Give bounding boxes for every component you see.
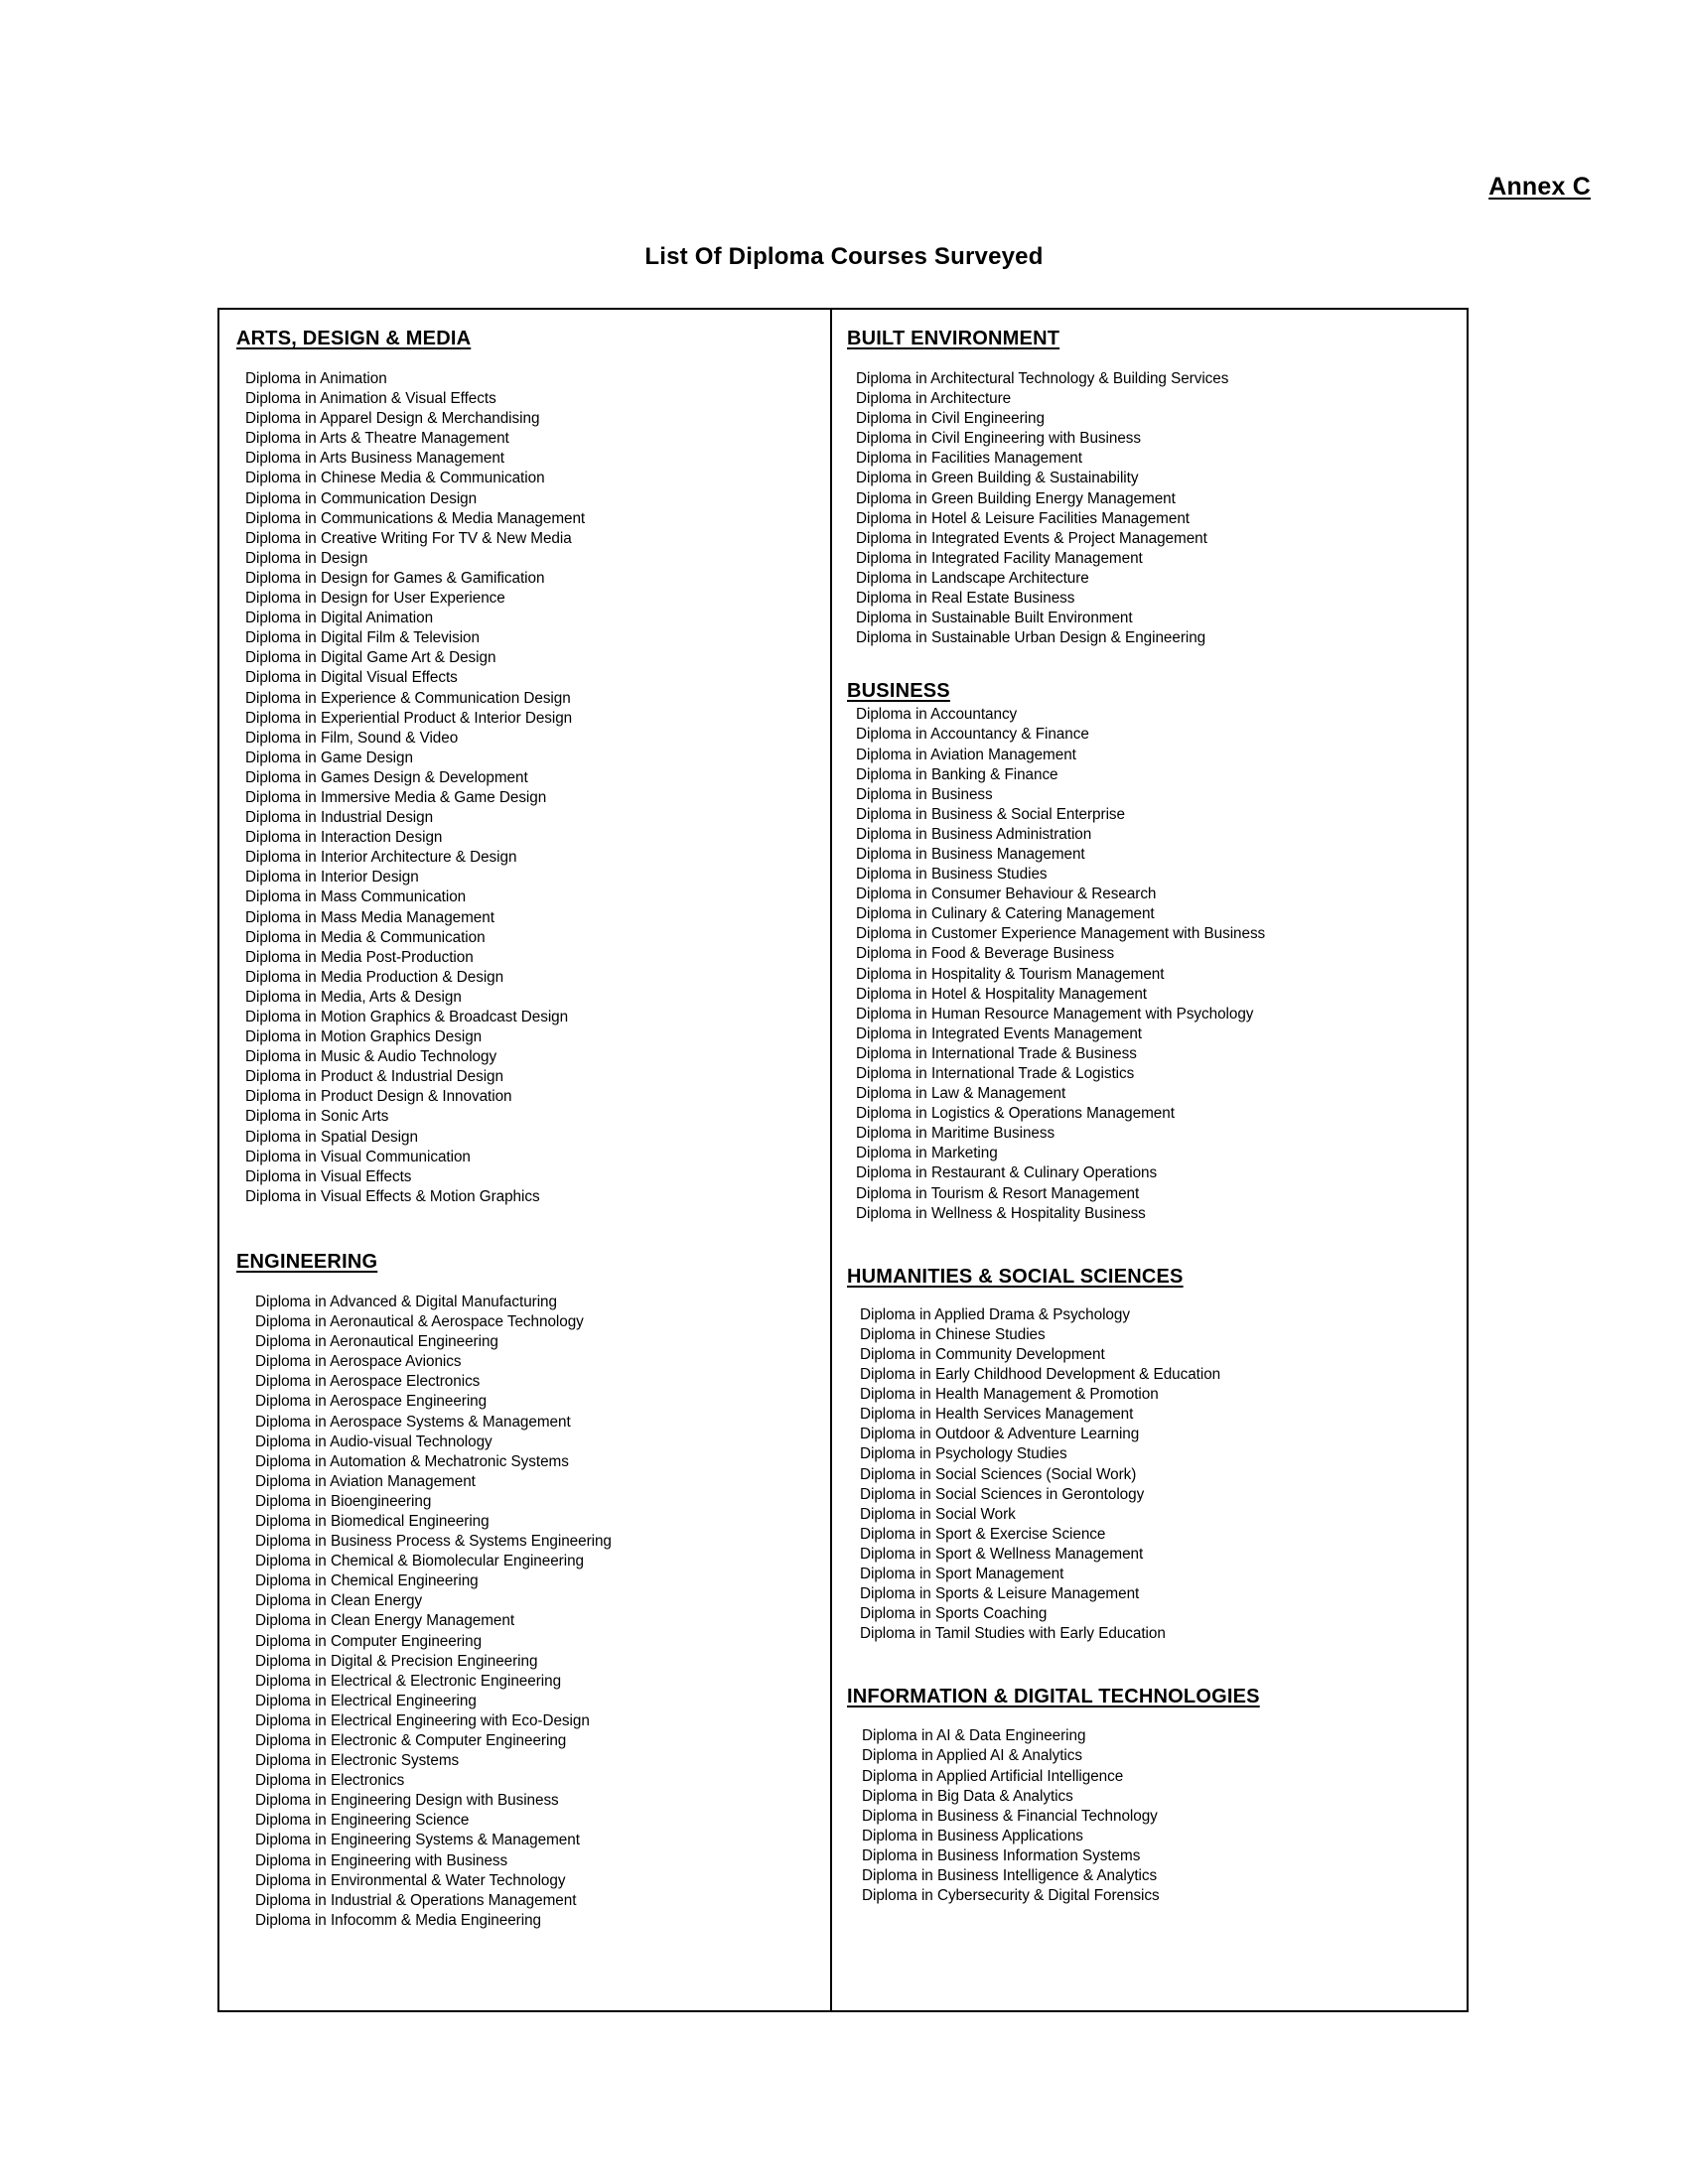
section-engineering (219, 1251, 830, 1931)
course-list-item: Diploma in Electronics (255, 1772, 405, 1790)
course-list-item: Diploma in Maritime Business (856, 1125, 1055, 1143)
course-list-built-environment (832, 369, 1467, 648)
course-list-item: Diploma in Industrial & Operations Management (255, 1891, 577, 1909)
course-list-item: Diploma in Business Information Systems (862, 1846, 1141, 1864)
course-list-business (832, 705, 1467, 1223)
table-column-left (219, 310, 832, 2010)
course-list-item: Diploma in Media & Communication (245, 928, 486, 946)
course-list-item: Diploma in Interaction Design (245, 829, 443, 847)
course-list-item: Diploma in Psychology Studies (860, 1445, 1067, 1463)
course-list-item: Diploma in Interior Design (245, 869, 419, 887)
section-heading-arts-design-media: ARTS, DESIGN & MEDIA (236, 328, 472, 349)
course-list-item: Diploma in Chinese Media & Communication (245, 470, 545, 487)
course-list-item: Diploma in Hotel & Leisure Facilities Management (856, 509, 1190, 527)
course-list-item: Diploma in Business Administration (856, 825, 1092, 843)
course-list-item: Diploma in Social Work (860, 1505, 1016, 1523)
course-list-item: Diploma in Electrical & Electronic Engineering (255, 1672, 562, 1690)
course-list-item: Diploma in Communication Design (245, 489, 478, 507)
course-list-item: Diploma in Clean Energy (255, 1592, 423, 1610)
course-list-item: Diploma in Creative Writing For TV & New Media (245, 529, 572, 547)
course-list-item: Diploma in Games Design & Development (245, 768, 528, 786)
course-list-item: Diploma in Media Production & Design (245, 968, 504, 986)
course-list-item: Diploma in Accountancy & Finance (856, 726, 1089, 744)
course-list-item: Diploma in Sports Coaching (860, 1605, 1048, 1623)
course-list-item: Diploma in Logistics & Operations Management (856, 1105, 1175, 1123)
course-list-item: Diploma in Apparel Design & Merchandising (245, 410, 540, 428)
course-list-item: Diploma in Visual Effects (245, 1167, 412, 1185)
course-list-item: Diploma in Business & Social Enterprise (856, 805, 1125, 823)
course-list-item: Diploma in Motion Graphics Design (245, 1028, 483, 1046)
course-list-item: Diploma in Chinese Studies (860, 1325, 1046, 1343)
course-list-item: Diploma in Electronic & Computer Engineering (255, 1732, 567, 1749)
course-list-item: Diploma in Culinary & Catering Management (856, 905, 1155, 923)
course-list-item: Diploma in Product Design & Innovation (245, 1088, 512, 1106)
course-list-item: Diploma in Tourism & Resort Management (856, 1184, 1140, 1202)
course-list-item: Diploma in Aviation Management (255, 1472, 476, 1490)
course-list-item: Diploma in Film, Sound & Video (245, 729, 459, 747)
course-list-item: Diploma in Civil Engineering (856, 410, 1045, 428)
course-list-item: Diploma in Visual Communication (245, 1148, 471, 1165)
course-list-item: Diploma in Business Studies (856, 866, 1048, 884)
course-list-item: Diploma in Media Post-Production (245, 948, 474, 966)
course-list-item: Diploma in Engineering Systems & Management (255, 1832, 580, 1849)
course-list-item: Diploma in Health Management & Promotion (860, 1386, 1159, 1404)
course-list-item: Diploma in Electrical Engineering with Eco-Design (255, 1711, 590, 1729)
section-humanities-social-sciences (832, 1266, 1467, 1645)
course-list-item: Diploma in Civil Engineering with Business (856, 430, 1141, 448)
course-list-item: Diploma in Design for User Experience (245, 590, 505, 608)
course-list-item: Diploma in Electronic Systems (255, 1752, 460, 1770)
course-list-item: Diploma in Food & Beverage Business (856, 945, 1115, 963)
course-list-item: Diploma in Early Childhood Development & Education (860, 1366, 1221, 1384)
course-list-item: Diploma in Biomedical Engineering (255, 1512, 490, 1530)
course-list-item: Diploma in Green Building Energy Management (856, 489, 1176, 507)
course-list-item: Diploma in Banking & Finance (856, 765, 1058, 783)
course-list-item: Diploma in Arts Business Management (245, 450, 504, 468)
course-list-item: Diploma in Hospitality & Tourism Management (856, 965, 1165, 983)
course-list-item: Diploma in Experience & Communication Design (245, 689, 571, 707)
course-list-item: Diploma in Sport & Exercise Science (860, 1525, 1106, 1543)
course-list-item: Diploma in Business Applications (862, 1827, 1083, 1844)
course-list-item: Diploma in Aerospace Engineering (255, 1393, 488, 1411)
course-list-item: Diploma in Applied Drama & Psychology (860, 1305, 1130, 1323)
course-list-item: Diploma in Industrial Design (245, 809, 434, 827)
course-list-item: Diploma in Aerospace Electronics (255, 1373, 481, 1391)
course-list-engineering (219, 1293, 830, 1931)
section-information-digital-technologies (832, 1686, 1467, 1906)
course-list-item: Diploma in Marketing (856, 1145, 998, 1162)
course-list-item: Diploma in Interior Architecture & Design (245, 849, 517, 867)
course-list-item: Diploma in Computer Engineering (255, 1632, 483, 1650)
section-heading-humanities-social-sciences: HUMANITIES & SOCIAL SCIENCES (847, 1265, 1184, 1288)
course-list-item: Diploma in Digital & Precision Engineering (255, 1652, 538, 1670)
course-list-item: Diploma in Sustainable Built Environment (856, 610, 1133, 627)
course-list-item: Diploma in Social Sciences (Social Work) (860, 1465, 1137, 1483)
section-heading-business: BUSINESS (847, 680, 950, 703)
course-list-item: Diploma in Sustainable Urban Design & Engineering (856, 629, 1206, 647)
course-list-item: Diploma in Digital Visual Effects (245, 669, 458, 687)
course-list-arts-design-media (219, 369, 830, 1207)
course-list-item: Diploma in Accountancy (856, 706, 1018, 724)
course-list-item: Diploma in Animation (245, 370, 387, 387)
course-list-item: Diploma in Aviation Management (856, 746, 1076, 763)
section-heading-built-environment: BUILT ENVIRONMENT (847, 328, 1060, 349)
course-list-item: Diploma in Human Resource Management with Psychology (856, 1005, 1254, 1023)
course-list-item: Diploma in Design (245, 549, 368, 567)
course-list-item: Diploma in Motion Graphics & Broadcast Design (245, 1009, 569, 1025)
section-built-environment (832, 328, 1467, 648)
course-list-item: Diploma in Spatial Design (245, 1128, 418, 1146)
course-list-item: Diploma in Digital Film & Television (245, 629, 480, 647)
section-arts-design-media (219, 328, 830, 1207)
course-list-item: Diploma in Bioengineering (255, 1492, 432, 1510)
course-list-item: Diploma in Advanced & Digital Manufacturing (255, 1293, 557, 1310)
course-list-item: Diploma in Business Intelligence & Analytics (862, 1867, 1158, 1884)
course-list-item: Diploma in Real Estate Business (856, 590, 1075, 608)
course-list-item: Diploma in Tamil Studies with Early Education (860, 1625, 1166, 1643)
course-list-item: Diploma in Media, Arts & Design (245, 988, 462, 1006)
course-list-item: Diploma in Business & Financial Technology (862, 1807, 1158, 1825)
annex-label: Annex C (1488, 173, 1591, 201)
course-list-item: Diploma in Cybersecurity & Digital Forensics (862, 1887, 1160, 1905)
course-list-item: Diploma in Applied Artificial Intelligence (862, 1767, 1124, 1785)
course-list-item: Diploma in Animation & Visual Effects (245, 390, 496, 408)
course-list-item: Diploma in Immersive Media & Game Design (245, 788, 547, 806)
course-list-item: Diploma in Audio-visual Technology (255, 1433, 492, 1450)
course-list-item: Diploma in Engineering Science (255, 1812, 470, 1830)
course-list-item: Diploma in Architecture (856, 390, 1012, 408)
course-list-item: Diploma in Customer Experience Management with Business (856, 925, 1266, 943)
course-list-item: Diploma in Big Data & Analytics (862, 1787, 1073, 1805)
course-list-item: Diploma in Health Services Management (860, 1406, 1134, 1424)
course-list-item: Diploma in Aerospace Systems & Management (255, 1413, 571, 1431)
course-list-item: Diploma in AI & Data Engineering (862, 1727, 1086, 1745)
course-list-item: Diploma in Applied AI & Analytics (862, 1747, 1082, 1765)
course-list-information-digital-technologies (832, 1726, 1467, 1906)
course-list-item: Diploma in Green Building & Sustainability (856, 470, 1139, 487)
course-list-item: Diploma in Hotel & Hospitality Management (856, 985, 1147, 1003)
course-list-item: Diploma in Mass Media Management (245, 908, 494, 926)
course-list-item: Diploma in Digital Game Art & Design (245, 649, 496, 667)
course-list-item: Diploma in Aeronautical Engineering (255, 1333, 498, 1351)
course-list-item: Diploma in Environmental & Water Technology (255, 1871, 566, 1889)
course-list-item: Diploma in Automation & Mechatronic Systems (255, 1452, 569, 1470)
course-list-item: Diploma in Law & Management (856, 1085, 1066, 1103)
course-list-item: Diploma in Chemical & Biomolecular Engineering (255, 1553, 584, 1570)
course-list-item: Diploma in Integrated Facility Management (856, 549, 1143, 567)
course-list-item: Diploma in Business Management (856, 845, 1085, 863)
course-list-item: Diploma in International Trade & Logistics (856, 1065, 1135, 1082)
course-list-item: Diploma in Outdoor & Adventure Learning (860, 1426, 1140, 1443)
course-list-item: Diploma in Community Development (860, 1345, 1105, 1363)
course-list-item: Diploma in Landscape Architecture (856, 569, 1089, 587)
course-list-item: Diploma in Communications & Media Management (245, 509, 586, 527)
page-title: List Of Diploma Courses Surveyed (644, 243, 1044, 270)
course-list-item: Diploma in Sport & Wellness Management (860, 1545, 1144, 1563)
course-list-item: Diploma in International Trade & Business (856, 1044, 1137, 1062)
course-list-humanities-social-sciences (832, 1305, 1467, 1645)
course-list-item: Diploma in Architectural Technology & Building Services (856, 370, 1229, 387)
course-list-item: Diploma in Design for Games & Gamification (245, 569, 545, 587)
course-list-item: Diploma in Clean Energy Management (255, 1612, 515, 1630)
course-list-item: Diploma in Chemical Engineering (255, 1572, 479, 1590)
table-column-right (832, 310, 1467, 2010)
course-list-item: Diploma in Wellness & Hospitality Business (856, 1204, 1146, 1222)
course-list-item: Diploma in Music & Audio Technology (245, 1048, 497, 1066)
course-list-item: Diploma in Facilities Management (856, 450, 1082, 468)
course-list-item: Diploma in Visual Effects & Motion Graphics (245, 1187, 540, 1205)
course-list-item: Diploma in Consumer Behaviour & Research (856, 886, 1157, 903)
course-list-item: Diploma in Electrical Engineering (255, 1692, 477, 1709)
course-list-item: Diploma in Experiential Product & Interior Design (245, 709, 573, 727)
course-list-item: Diploma in Business Process & Systems Engineering (255, 1533, 612, 1551)
course-list-item: Diploma in Sport Management (860, 1565, 1064, 1582)
section-heading-information-digital-technologies: INFORMATION & DIGITAL TECHNOLOGIES (847, 1686, 1260, 1708)
course-list-item: Diploma in Engineering Design with Business (255, 1792, 559, 1810)
course-list-item: Diploma in Game Design (245, 749, 413, 766)
section-business (832, 680, 1467, 1223)
course-list-item: Diploma in Arts & Theatre Management (245, 430, 509, 448)
course-list-item: Diploma in Infocomm & Media Engineering (255, 1911, 541, 1929)
course-list-item: Diploma in Integrated Events Management (856, 1024, 1143, 1042)
course-list-item: Diploma in Integrated Events & Project Management (856, 529, 1207, 547)
course-list-item: Diploma in Sonic Arts (245, 1108, 389, 1126)
course-list-item: Diploma in Social Sciences in Gerontology (860, 1485, 1145, 1503)
course-list-item: Diploma in Mass Communication (245, 888, 467, 906)
section-heading-engineering: ENGINEERING (236, 1250, 378, 1273)
course-list-item: Diploma in Product & Industrial Design (245, 1068, 503, 1086)
course-list-item: Diploma in Engineering with Business (255, 1851, 508, 1869)
course-list-item: Diploma in Restaurant & Culinary Operations (856, 1164, 1158, 1182)
course-list-item: Diploma in Business (856, 785, 993, 803)
course-list-item: Diploma in Sports & Leisure Management (860, 1585, 1140, 1603)
course-list-item: Diploma in Digital Animation (245, 610, 434, 627)
course-list-item: Diploma in Aerospace Avionics (255, 1353, 462, 1371)
course-table (217, 308, 1469, 2012)
course-list-item: Diploma in Aeronautical & Aerospace Technology (255, 1313, 584, 1331)
